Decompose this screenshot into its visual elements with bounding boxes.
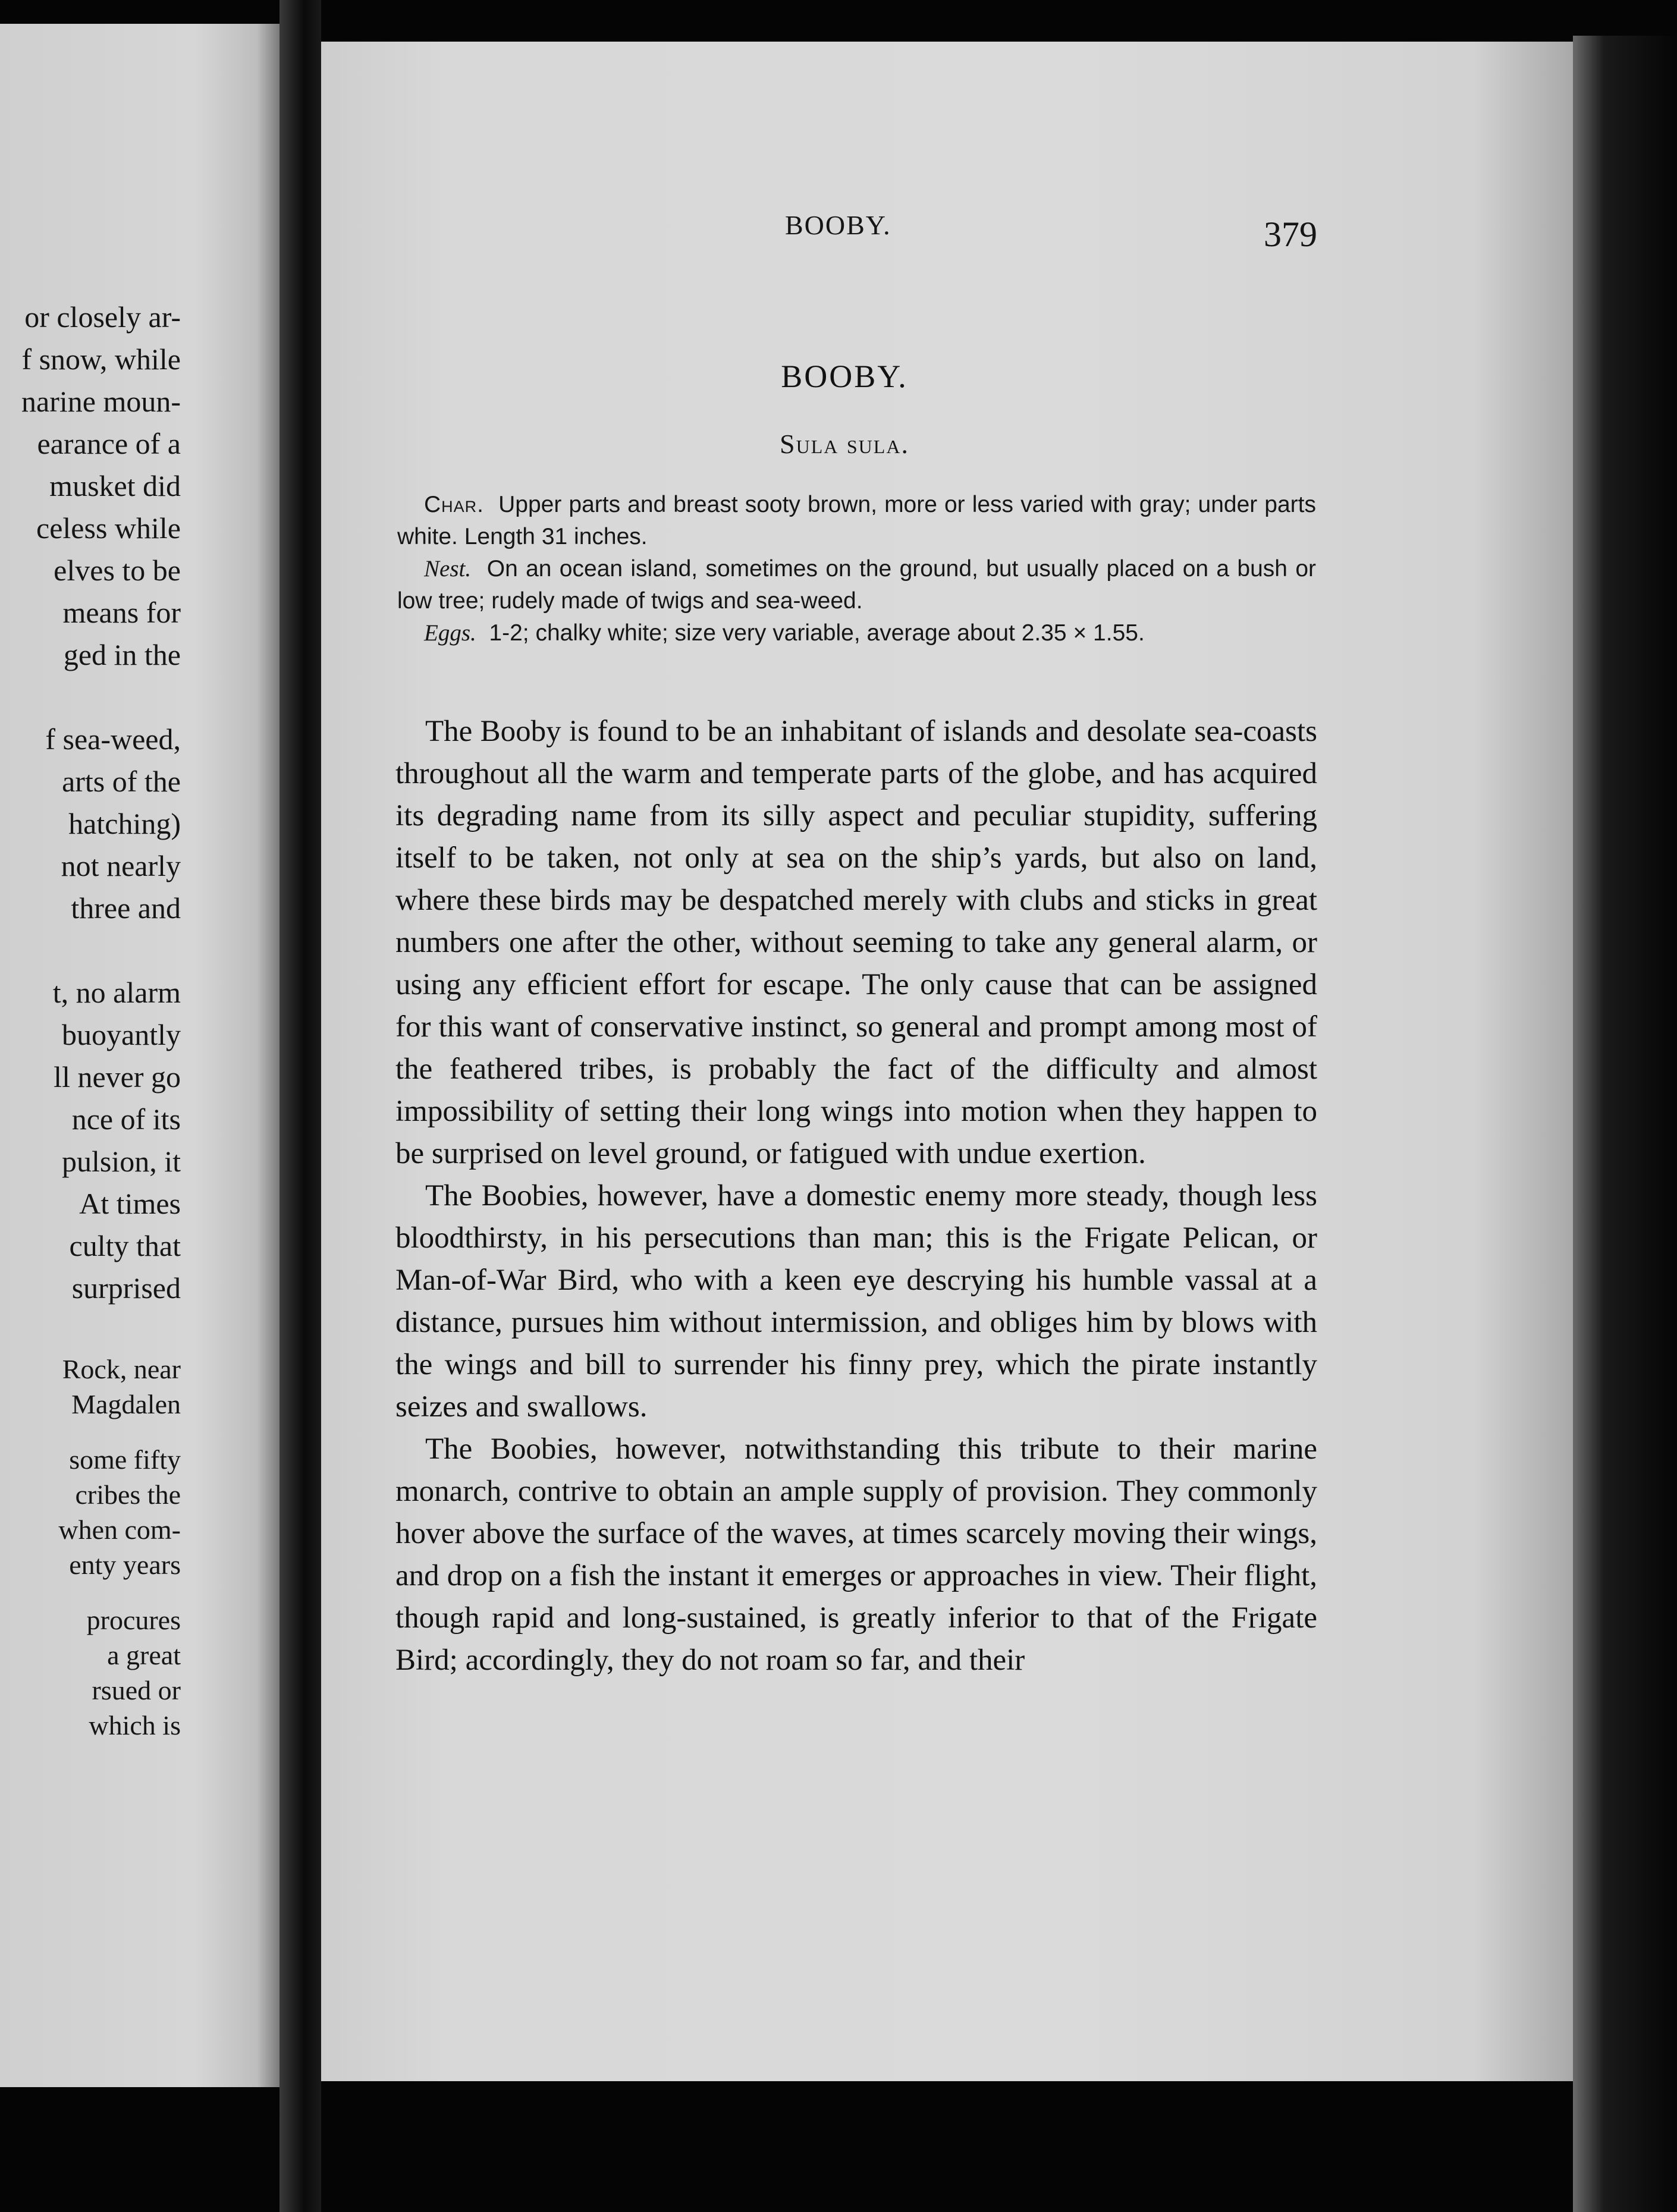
left-line: ll never go (54, 1060, 181, 1094)
left-line: Rock, near (62, 1354, 181, 1384)
left-line: enty years (69, 1550, 181, 1580)
left-line: celess while (36, 511, 181, 545)
eggs-text: 1-2; chalky white; size very variable, average about 2.35 × 1.55. (489, 620, 1145, 646)
left-line: narine moun- (21, 385, 181, 418)
book-gutter (280, 0, 321, 2212)
left-line: culty that (69, 1229, 181, 1262)
char-text: Upper parts and breast sooty brown, more or less varied with gray; under parts white. Length 31 inches. (397, 492, 1317, 549)
left-line: ged in the (63, 638, 181, 671)
nest-label: Nest. (424, 556, 472, 582)
page-title: BOOBY. (781, 359, 908, 394)
body-paragraph: The Booby is found to be an inhabitant of islands and desolate sea-coasts throughout all the warm and temperate parts of the globe, and has acquired its degrading name from its silly aspect and peculiar stupidity, suffering itself to be taken, not only at sea on the ship’s yards, but also on land, where these birds may be despatched merely with clubs and sticks in great numbers one after the other, without seeming to take any general alarm, or using any efficient effort for escape. The only cause that can be assigned for this want of conservative instinct, so general and prompt among most of the feathered tribes, is probably the fact of the difficulty and almost impossibility of setting their long wings into motion when they happen to be surprised on level ground, or fatigued with undue exertion. (395, 715, 1317, 1170)
nest-text: On an ocean island, sometimes on the ground, but usually placed on a bush or low tree; rudely made of twigs and sea-weed. (397, 556, 1316, 614)
left-line: f snow, while (21, 343, 181, 376)
body-text (395, 711, 1317, 1682)
left-line: not nearly (61, 849, 181, 882)
left-page (0, 24, 280, 2087)
scientific-name: Sula sula. (780, 429, 909, 459)
species-description (397, 489, 1316, 649)
left-line: procures (86, 1605, 181, 1635)
left-line: means for (62, 596, 181, 629)
left-line: f sea-weed, (45, 722, 181, 756)
left-line: musket did (49, 469, 181, 502)
eggs-label: Eggs. (424, 620, 476, 646)
left-line: nce of its (71, 1102, 181, 1136)
left-line: earance of a (37, 427, 181, 460)
left-line: or closely ar- (24, 300, 181, 334)
char-paragraph (397, 489, 1316, 553)
running-head: BOOBY. (785, 210, 891, 240)
left-line: arts of the (62, 765, 181, 798)
body-paragraph: The Boobies, however, notwithstanding this tribute to their marine monarch, contrive to obtain an ample supply of provision. They commonly hover above the surface of the waves, at times scarcely moving their wings, and drop on a fish the instant it emerges or approaches in view. Their flight, though rapid and long-sustained, is greatly inferior to that of the Frigate Bird; accordingly, they do not roam so far, and their (395, 1432, 1317, 1677)
left-line: elves to be (54, 554, 181, 587)
left-line: pulsion, it (61, 1145, 181, 1178)
eggs-paragraph (397, 617, 1316, 649)
left-line: which is (89, 1710, 181, 1740)
left-line: Magdalen (71, 1389, 181, 1419)
left-line: when com- (58, 1515, 181, 1545)
char-label: Char. (424, 492, 485, 517)
left-line: hatching) (68, 807, 181, 840)
left-page-text (0, 296, 181, 1743)
left-line: three and (71, 891, 181, 925)
body-paragraph: The Boobies, however, have a domestic enemy more steady, though less bloodthirsty, in his persecutions than man; this is the Frigate Pelican, or Man-of-War Bird, who with a keen eye descrying his humble vassal at a distance, pursues him without intermission, and obliges him by blows with the wings and bill to surrender his finny prey, which the pirate instantly seizes and swallows. (395, 1179, 1317, 1424)
left-line: cribes the (75, 1479, 181, 1510)
nest-paragraph (397, 553, 1316, 617)
left-line: a great (107, 1640, 181, 1670)
left-line: surprised (71, 1271, 181, 1305)
left-line: buoyantly (62, 1018, 181, 1051)
left-line: some fifty (69, 1444, 181, 1475)
left-line: rsued or (92, 1675, 181, 1705)
left-line: t, no alarm (52, 976, 181, 1009)
left-line: At times (79, 1187, 181, 1220)
page-number: 379 (1264, 215, 1317, 254)
